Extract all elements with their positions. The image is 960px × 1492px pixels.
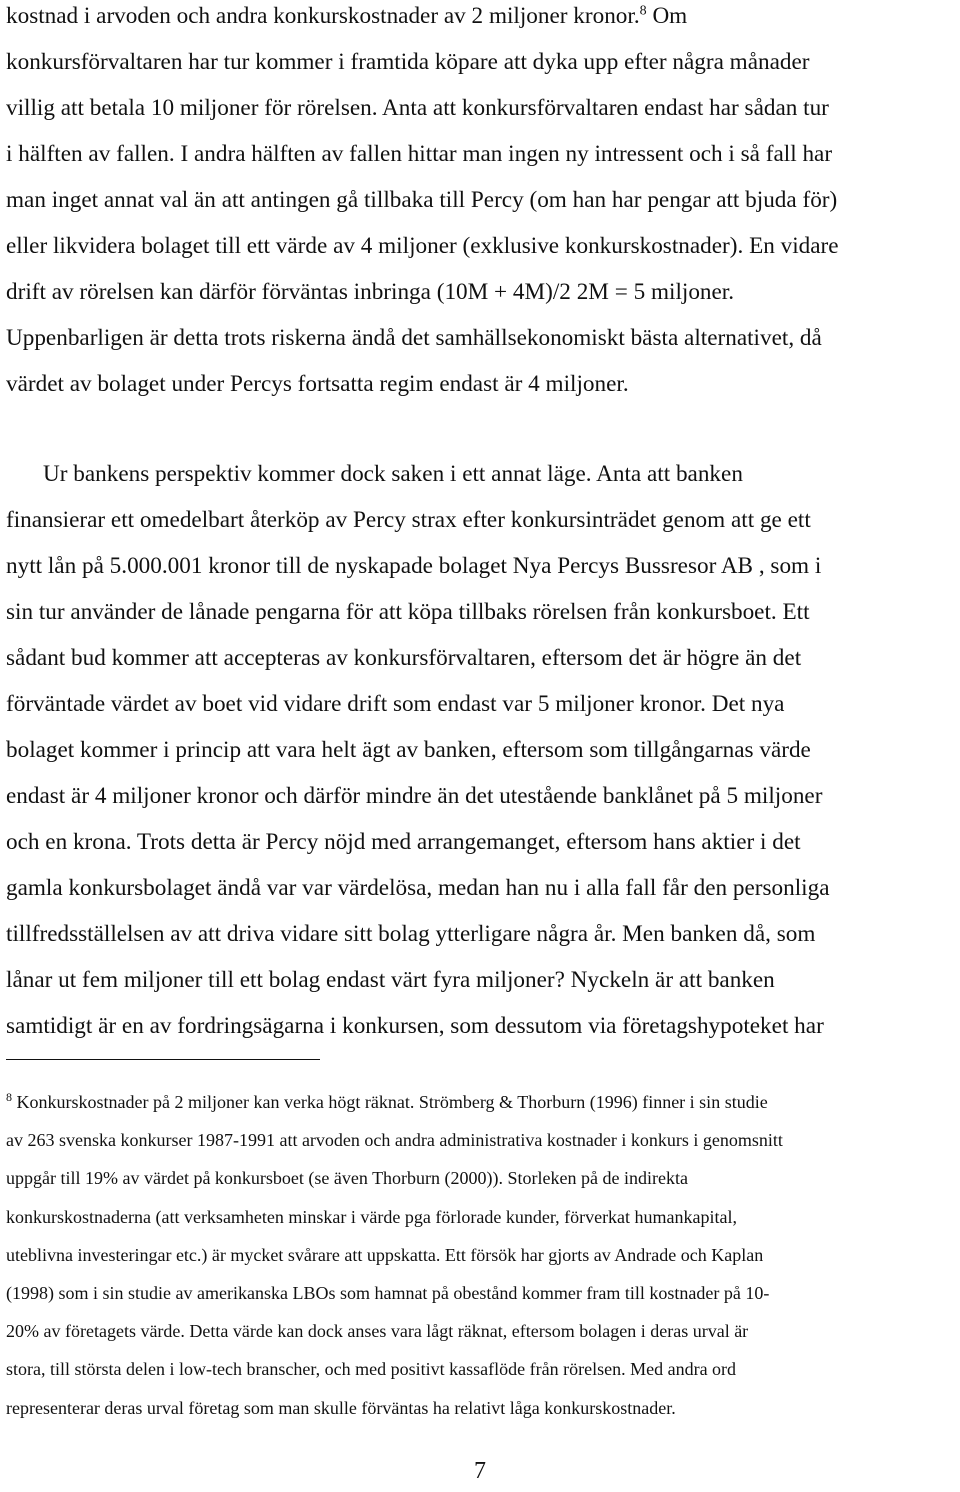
footnote-text: uppgår till 19% av värdet på konkursboet (se även Thorburn (2000)). Storleken på de indirekta — [6, 1168, 688, 1189]
text-line — [6, 957, 956, 1003]
text-line — [6, 0, 956, 39]
text-segment: tillfredsställelsen av att driva vidare sitt bolag ytterligare några år. Men banken då, som — [6, 921, 816, 947]
footnote-text: stora, till största delen i low-tech branscher, och med positivt kassaflöde från rörelsen. Med andra ord — [6, 1359, 737, 1380]
text-line — [6, 361, 956, 407]
footnote-line — [6, 1312, 956, 1350]
footnote-text: representerar deras urval företag som man skulle förväntas ha relativt låga konkurskostnader. — [6, 1397, 676, 1418]
text-line — [6, 85, 956, 131]
text-segment: samtidigt är en av fordringsägarna i konkursen, som dessutom via företagshypoteket har — [6, 1013, 824, 1039]
footnote-separator — [6, 1059, 320, 1060]
footnote-line — [6, 1274, 956, 1312]
footnote-line — [6, 1083, 956, 1121]
footnote-text: av 263 svenska konkurser 1987-1991 att arvoden och andra administrativa kostnader i konkurs i genomsnitt — [6, 1130, 783, 1151]
text-line — [6, 865, 956, 911]
footnote — [6, 1083, 956, 1427]
text-segment: och en krona. Trots detta är Percy nöjd med arrangemanget, eftersom hans aktier i det — [6, 829, 801, 855]
text-segment: förväntade värdet av boet vid vidare drift som endast var 5 miljoner kronor. Det nya — [6, 691, 785, 717]
text-segment: villig att betala 10 miljoner för rörelsen. Anta att konkursförvaltaren endast har sådan tur — [6, 95, 829, 121]
text-segment: bolaget kommer i princip att vara helt ägt av banken, eftersom som tillgångarnas värde — [6, 737, 811, 763]
text-segment: lånar ut fem miljoner till ett bolag endast värt fyra miljoner? Nyckeln är att banken — [6, 967, 775, 993]
text-line — [6, 543, 956, 589]
text-segment: eller likvidera bolaget till ett värde av 4 miljoner (exklusive konkurskostnader). En vidare — [6, 233, 839, 259]
footnote-line — [6, 1198, 956, 1236]
text-line — [6, 727, 956, 773]
body-paragraph — [6, 451, 956, 1049]
body-paragraph — [6, 0, 956, 407]
text-segment: finansierar ett omedelbart återköp av Percy strax efter konkursinträdet genom att ge ett — [6, 507, 811, 533]
text-line — [6, 315, 956, 361]
footnote-text: konkurskostnaderna (att verksamheten minskar i värde pga förlorade kunder, förverkat humankapital, — [6, 1206, 738, 1227]
text-line — [6, 269, 956, 315]
text-line — [6, 451, 956, 497]
text-segment: gamla konkursbolaget ändå var var värdelösa, medan han nu i alla fall får den personliga — [6, 875, 830, 901]
text-segment: drift av rörelsen kan därför förväntas inbringa (10M + 4M)/2 2M = 5 miljoner. — [6, 279, 735, 305]
text-segment: Uppenbarligen är detta trots riskerna ändå det samhällsekonomiskt bästa alternativet, då — [6, 325, 822, 351]
footnote-line — [6, 1389, 956, 1427]
text-segment: Om — [646, 3, 688, 29]
text-segment: man inget annat val än att antingen gå tillbaka till Percy (om han har pengar att bjuda för) — [6, 187, 838, 213]
text-segment: Ur bankens perspektiv kommer dock saken i ett annat läge. Anta att banken — [43, 461, 743, 487]
footnote-text: 20% av företagets värde. Detta värde kan dock anses vara lågt räknat, eftersom bolagen i deras urval är — [6, 1321, 749, 1342]
footnote-text: (1998) som i sin studie av amerikanska LBOs som hamnat på obestånd kommer fram till kostnader på 10- — [6, 1283, 770, 1304]
footnote-line — [6, 1236, 956, 1274]
text-line — [6, 497, 956, 543]
text-segment: värdet av bolaget under Percys fortsatta regim endast är 4 miljoner. — [6, 371, 629, 397]
footnote-reference: 8 — [639, 3, 647, 19]
text-segment: endast är 4 miljoner kronor och därför mindre än det utestående banklånet på 5 miljoner — [6, 783, 823, 809]
footnote-line — [6, 1159, 956, 1197]
text-line — [6, 911, 956, 957]
text-segment: konkursförvaltaren har tur kommer i framtida köpare att dyka upp efter några månader — [6, 49, 810, 75]
text-line — [6, 773, 956, 819]
text-segment: sin tur använder de lånade pengarna för att köpa tillbaks rörelsen från konkursboet. Ett — [6, 599, 810, 625]
text-line — [6, 589, 956, 635]
text-line — [6, 635, 956, 681]
text-segment: nytt lån på 5.000.001 kronor till de nyskapade bolaget Nya Percys Bussresor AB , som i — [6, 553, 822, 579]
footnote-text: Konkurskostnader på 2 miljoner kan verka högt räknat. Strömberg & Thorburn (1996) finner i sin studie — [12, 1092, 768, 1112]
text-line — [6, 223, 956, 269]
text-line — [6, 131, 956, 177]
page-number: 7 — [474, 1458, 486, 1484]
text-line — [6, 177, 956, 223]
text-line — [6, 819, 956, 865]
footnote-text: uteblivna investeringar etc.) är mycket svårare att uppskatta. Ett försök har gjorts av Andrade och Kaplan — [6, 1244, 764, 1265]
text-line — [6, 39, 956, 85]
footnote-marker: 8 — [6, 1090, 12, 1104]
footnote-line — [6, 1350, 956, 1388]
text-segment: sådant bud kommer att accepteras av konkursförvaltaren, eftersom det är högre än det — [6, 645, 802, 671]
text-segment: i hälften av fallen. I andra hälften av fallen hittar man ingen ny intressent och i så fall har — [6, 141, 833, 167]
text-segment: kostnad i arvoden och andra konkurskostnader av 2 miljoner kronor. — [6, 3, 640, 29]
text-line — [6, 1003, 956, 1049]
text-line — [6, 681, 956, 727]
footnote-line — [6, 1121, 956, 1159]
